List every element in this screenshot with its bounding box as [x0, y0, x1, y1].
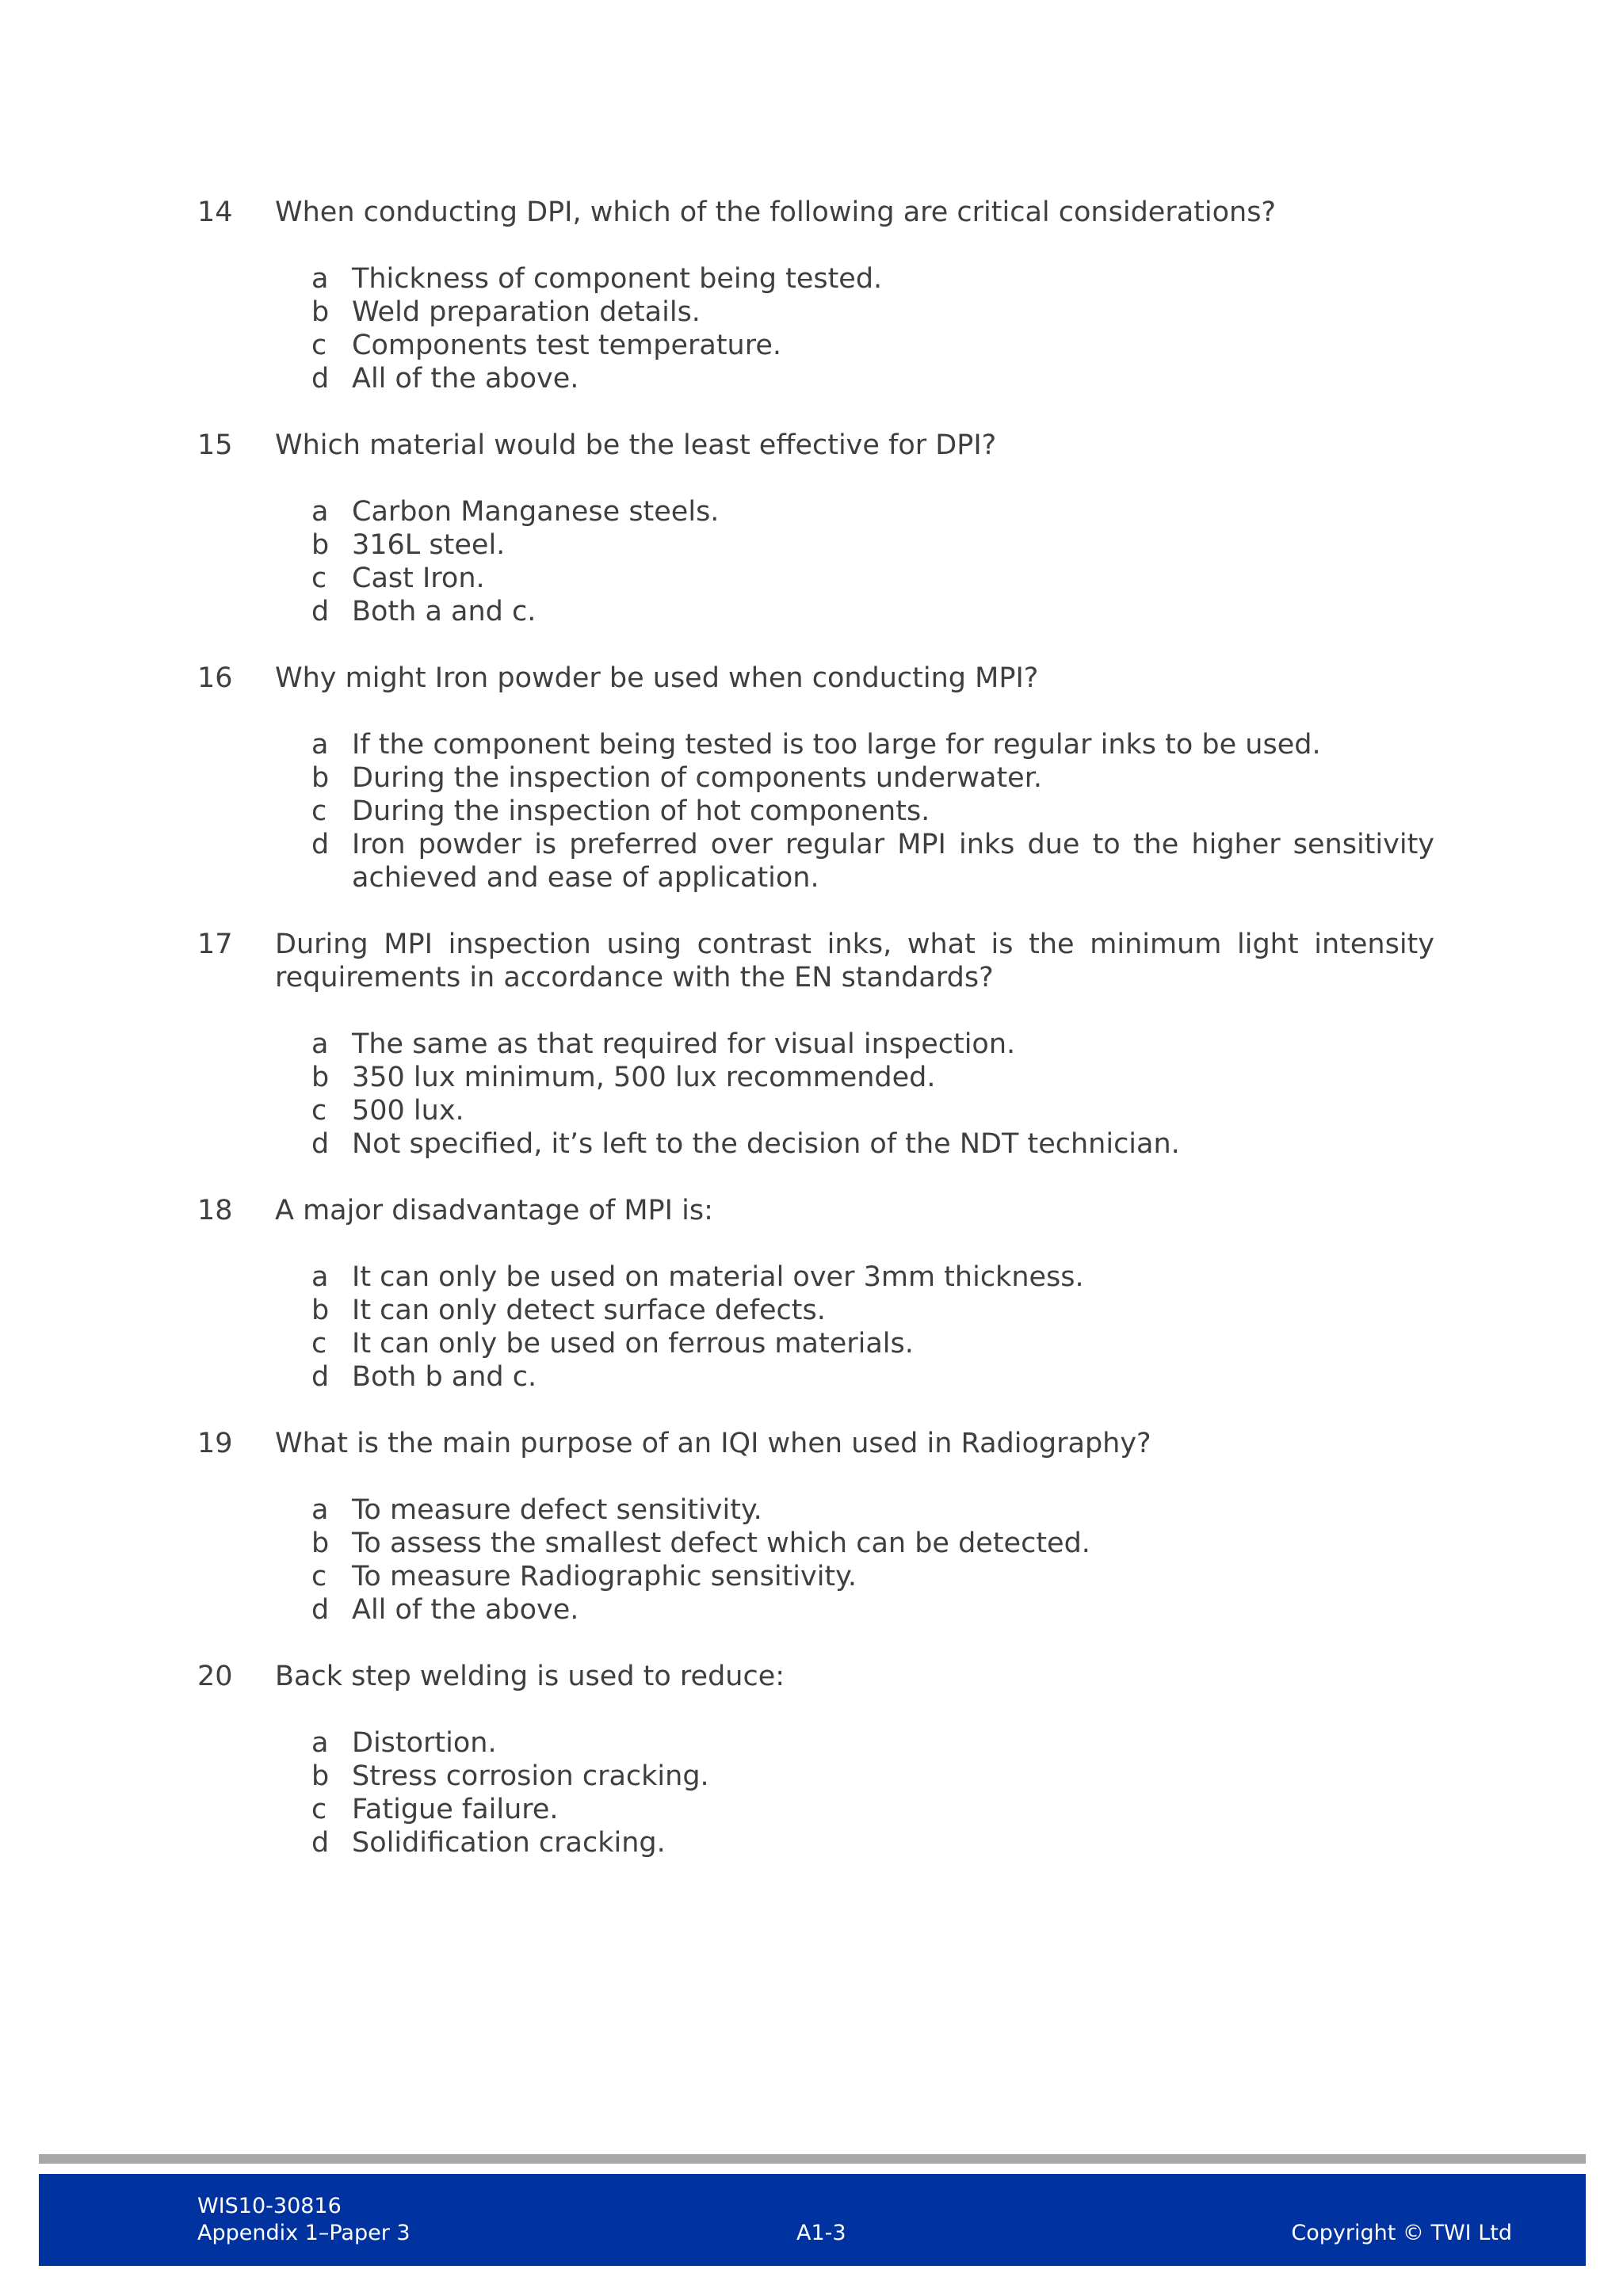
option-letter: a: [311, 1028, 329, 1060]
option-letter: d: [311, 1594, 330, 1626]
question-row: [0, 1660, 1623, 1693]
option-text: It can only detect surface defects.: [352, 1295, 826, 1326]
question-row: [0, 1427, 1623, 1460]
question-number: 15: [197, 429, 233, 461]
question-text: Back step welding is used to reduce:: [275, 1661, 785, 1692]
answer-options: [0, 262, 1623, 395]
question-text: During MPI inspection using contrast inks, what is the minimum light intensity requirements in accordance with the EN standards?: [275, 929, 1434, 994]
option-text: During the inspection of hot components.: [352, 795, 930, 827]
answer-options: [0, 728, 1623, 894]
option-d: [0, 595, 1623, 628]
option-letter: b: [311, 1760, 330, 1792]
page-footer: [39, 2174, 1586, 2266]
option-c: [0, 562, 1623, 595]
question-text: Which material would be the least effective for DPI?: [275, 429, 997, 461]
option-c: [0, 1327, 1623, 1360]
question-14: [0, 196, 1623, 395]
option-text: 500 lux.: [352, 1095, 464, 1127]
footer-divider: [39, 2154, 1586, 2164]
question-row: [0, 1194, 1623, 1227]
option-c: [0, 1560, 1623, 1593]
option-letter: b: [311, 1062, 330, 1093]
question-number: 20: [197, 1661, 233, 1692]
option-b: [0, 1294, 1623, 1327]
option-text: During the inspection of components underwater.: [352, 762, 1043, 794]
option-letter: b: [311, 762, 330, 794]
option-text: The same as that required for visual inspection.: [352, 1028, 1016, 1060]
question-number: 18: [197, 1195, 233, 1226]
footer-page-number: A1-3: [796, 2221, 846, 2245]
option-letter: c: [311, 1328, 327, 1360]
option-d: [0, 1593, 1623, 1627]
option-text: Both a and c.: [352, 596, 537, 627]
option-letter: d: [311, 596, 330, 627]
question-number: 17: [197, 929, 233, 960]
option-letter: a: [311, 263, 329, 295]
answer-options: [0, 495, 1623, 628]
option-c: [0, 1793, 1623, 1826]
option-letter: b: [311, 296, 330, 328]
option-b: [0, 1061, 1623, 1094]
option-letter: c: [311, 1794, 327, 1825]
option-d: [0, 362, 1623, 395]
option-letter: b: [311, 1527, 330, 1559]
footer-document-info: [197, 2193, 411, 2247]
option-text: Not specified, it’s left to the decision of the NDT technician.: [352, 1128, 1180, 1160]
question-19: [0, 1427, 1623, 1627]
question-number: 19: [197, 1428, 233, 1459]
option-text: All of the above.: [352, 363, 579, 395]
question-row: [0, 928, 1623, 994]
option-text: All of the above.: [352, 1594, 579, 1626]
option-c: [0, 329, 1623, 362]
option-letter: d: [311, 829, 330, 860]
option-a: [0, 1493, 1623, 1527]
option-d: [0, 828, 1623, 894]
option-letter: a: [311, 1261, 329, 1293]
answer-options: [0, 1261, 1623, 1394]
option-letter: c: [311, 795, 327, 827]
option-letter: c: [311, 563, 327, 594]
option-a: [0, 495, 1623, 528]
option-text: Distortion.: [352, 1727, 497, 1759]
option-letter: c: [311, 1095, 327, 1127]
option-a: [0, 728, 1623, 761]
option-text: Weld preparation details.: [352, 296, 701, 328]
option-text: Components test temperature.: [352, 330, 782, 361]
option-letter: d: [311, 1827, 330, 1859]
question-row: [0, 662, 1623, 695]
question-list: [0, 196, 1623, 1893]
option-text: Solidification cracking.: [352, 1827, 666, 1859]
option-text: 350 lux minimum, 500 lux recommended.: [352, 1062, 936, 1093]
option-letter: b: [311, 529, 330, 561]
question-18: [0, 1194, 1623, 1394]
option-d: [0, 1127, 1623, 1161]
option-a: [0, 1726, 1623, 1760]
option-b: [0, 296, 1623, 329]
option-text: It can only be used on material over 3mm thickness.: [352, 1261, 1084, 1293]
option-d: [0, 1826, 1623, 1859]
question-row: [0, 196, 1623, 229]
footer-doc-code: WIS10-30816: [197, 2194, 342, 2218]
option-letter: b: [311, 1295, 330, 1326]
option-b: [0, 761, 1623, 795]
option-a: [0, 262, 1623, 296]
option-b: [0, 1527, 1623, 1560]
option-text: Both b and c.: [352, 1361, 537, 1393]
option-a: [0, 1261, 1623, 1294]
footer-section: Appendix 1–Paper 3: [197, 2221, 411, 2245]
option-letter: d: [311, 363, 330, 395]
footer-copyright: Copyright © TWI Ltd: [1291, 2221, 1512, 2245]
question-17: [0, 928, 1623, 1161]
option-text: 316L steel.: [352, 529, 506, 561]
question-text: What is the main purpose of an IQI when used in Radiography?: [275, 1428, 1151, 1459]
option-text: Carbon Manganese steels.: [352, 496, 720, 528]
answer-options: [0, 1028, 1623, 1161]
option-text: Iron powder is preferred over regular MPI inks due to the higher sensitivity achieved and ease of application.: [352, 829, 1434, 894]
option-letter: a: [311, 1494, 329, 1526]
question-row: [0, 429, 1623, 462]
option-letter: d: [311, 1128, 330, 1160]
option-c: [0, 795, 1623, 828]
question-text: Why might Iron powder be used when conducting MPI?: [275, 662, 1039, 694]
option-text: To measure defect sensitivity.: [352, 1494, 762, 1526]
question-number: 16: [197, 662, 233, 694]
option-a: [0, 1028, 1623, 1061]
question-15: [0, 429, 1623, 628]
option-text: Fatigue failure.: [352, 1794, 559, 1825]
question-20: [0, 1660, 1623, 1859]
option-text: Cast Iron.: [352, 563, 485, 594]
option-text: To measure Radiographic sensitivity.: [352, 1561, 857, 1592]
option-b: [0, 1760, 1623, 1793]
option-letter: a: [311, 496, 329, 528]
option-text: Stress corrosion cracking.: [352, 1760, 709, 1792]
question-16: [0, 662, 1623, 894]
option-letter: c: [311, 1561, 327, 1592]
option-text: Thickness of component being tested.: [352, 263, 883, 295]
option-text: If the component being tested is too large for regular inks to be used.: [352, 729, 1321, 761]
option-text: To assess the smallest defect which can be detected.: [352, 1527, 1090, 1559]
option-letter: a: [311, 1727, 329, 1759]
answer-options: [0, 1726, 1623, 1859]
option-letter: d: [311, 1361, 330, 1393]
option-d: [0, 1360, 1623, 1394]
option-letter: c: [311, 330, 327, 361]
option-text: It can only be used on ferrous materials.: [352, 1328, 914, 1360]
answer-options: [0, 1493, 1623, 1627]
question-text: When conducting DPI, which of the following are critical considerations?: [275, 196, 1277, 228]
option-b: [0, 528, 1623, 562]
option-c: [0, 1094, 1623, 1127]
question-number: 14: [197, 196, 233, 228]
option-letter: a: [311, 729, 329, 761]
question-text: A major disadvantage of MPI is:: [275, 1195, 713, 1226]
